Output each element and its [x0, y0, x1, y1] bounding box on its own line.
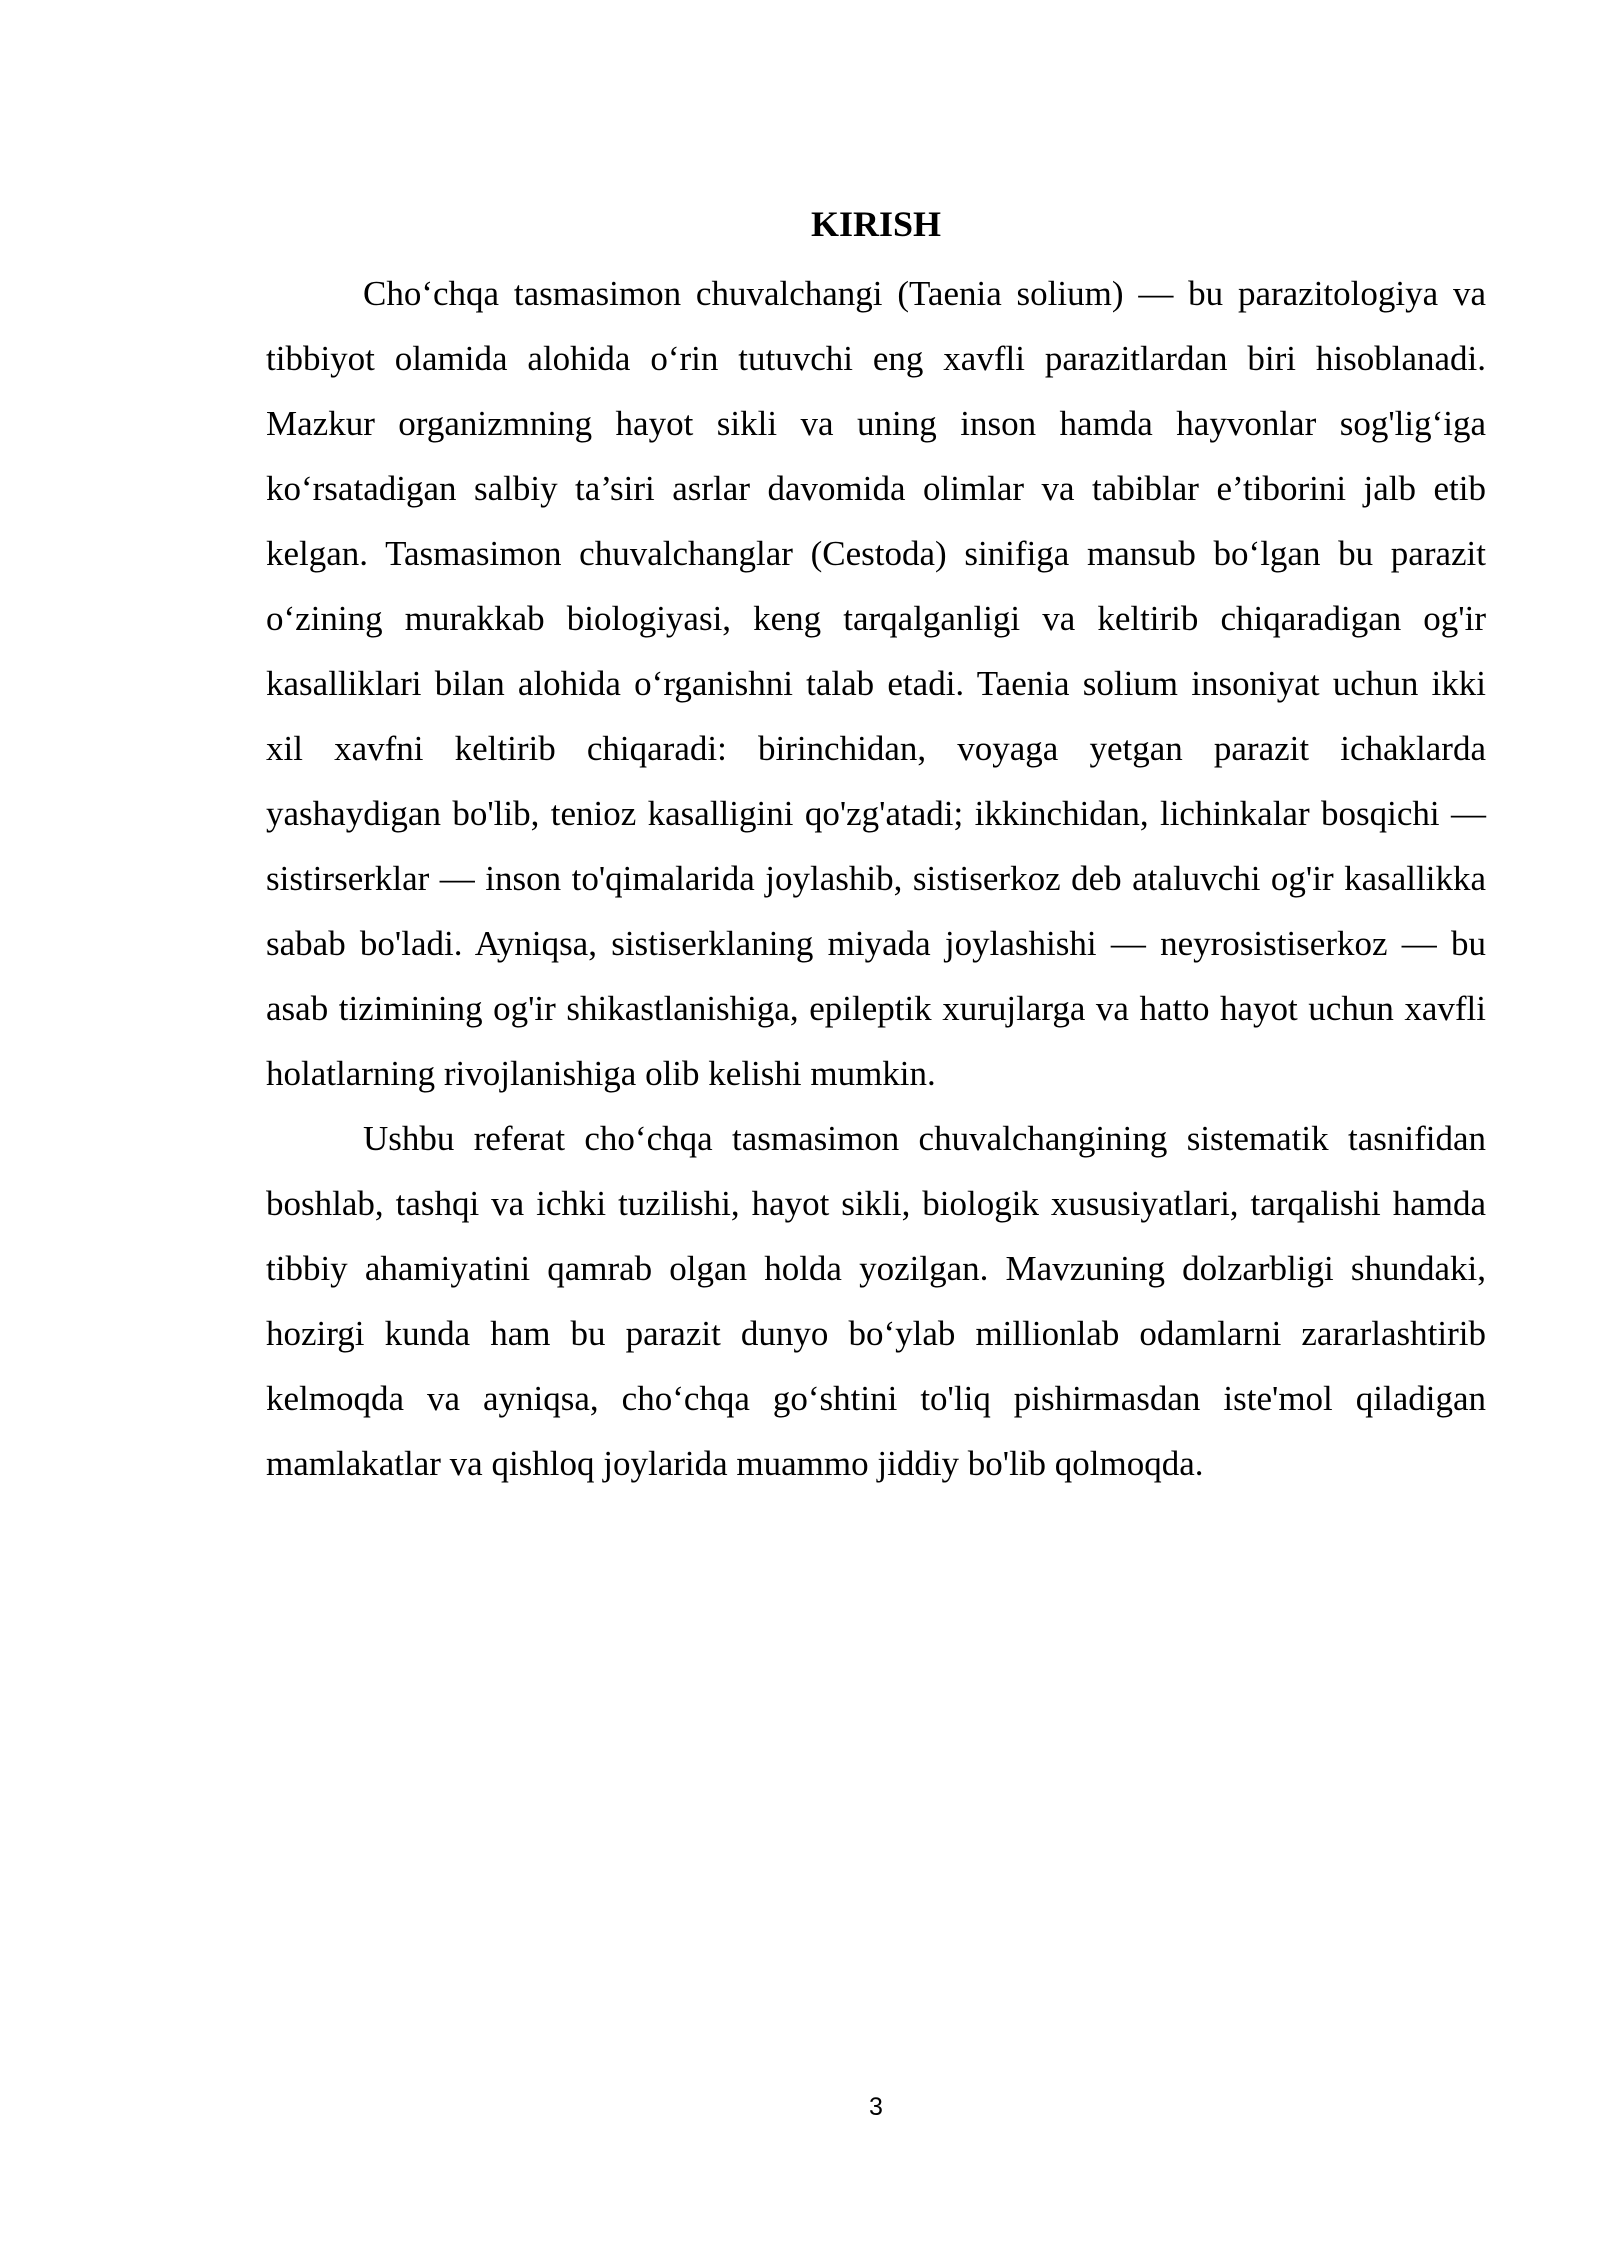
body-text — [266, 261, 1486, 1496]
paragraph-scope: Ushbu referat cho‘chqa tasmasimon chuvalchangining sistematik tasnifidan boshlab, tashqi va ichki tuzilishi, hayot sikli, biologik xususiyatlari, tarqalishi hamda tibbiy ahamiyatini qamrab olgan holda yozilgan. Mavzuning dolzarbligi shundaki, hozirgi kunda ham bu parazit dunyo bo‘ylab millionlab odamlarni zararlashtirib kelmoqda va ayniqsa, cho‘chqa go‘shtini to'liq pishirmasdan iste'mol qiladigan mamlakatlar va qishloq joylarida muammo jiddiy bo'lib qolmoqda. — [266, 1119, 1486, 1483]
section-title: KIRISH — [810, 204, 942, 244]
page-number: 3 — [869, 2093, 883, 2121]
paragraph-introduction: Cho‘chqa tasmasimon chuvalchangi (Taenia solium) — bu parazitologiya va tibbiyot olamida alohida o‘rin tutuvchi eng xavfli parazitlardan biri hisoblanadi. Mazkur organizmning hayot sikli va uning inson hamda hayvonlar sog'lig‘iga ko‘rsatadigan salbiy ta’siri asrlar davomida olimlar va tabiblar e’tiborini jalb etib kelgan. Tasmasimon chuvalchanglar (Cestoda) sinifiga mansub bo‘lgan bu parazit o‘zining murakkab biologiyasi, keng tarqalganligi va keltirib chiqaradigan og'ir kasalliklari bilan alohida o‘rganishni talab etadi. Taenia solium insoniyat uchun ikki xil xavfni keltirib chiqaradi: birinchidan, voyaga yetgan parazit ichaklarda yashaydigan bo'lib, tenioz kasalligini qo'zg'atadi; ikkinchidan, lichinkalar bosqichi — sistirserklar — inson to'qimalarida joylashib, sistiserkoz deb ataluvchi og'ir kasallikka sabab bo'ladi. Ayniqsa, sistiserklaning miyada joylashishi — neyrosistiserkoz — bu asab tizimining og'ir shikastlanishiga, epileptik xurujlarga va hatto hayot uchun xavfli holatlarning rivojlanishiga olib kelishi mumkin. — [266, 274, 1486, 1093]
